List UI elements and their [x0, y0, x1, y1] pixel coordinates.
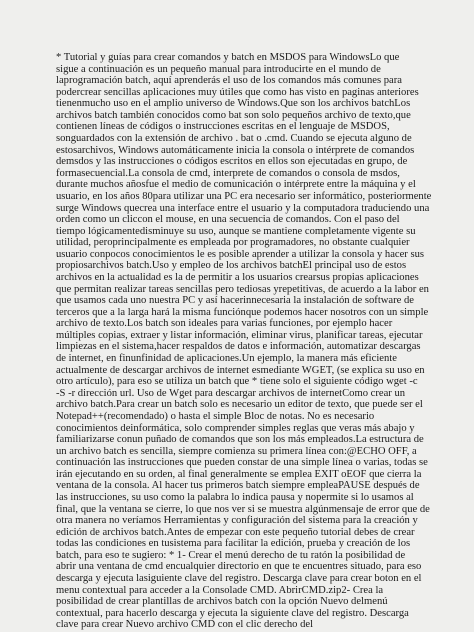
text-line: podercrear sencillas aplicaciones muy útiles que como has visto en paginas anteriores — [56, 86, 419, 98]
text-line: posibilidad de crear plantillas de archivos batch con la opción Nuevo delmenú — [56, 596, 388, 608]
text-line: familiarizarse conun puñado de comandos que son los más empleados.La estructura de — [56, 434, 424, 446]
text-line: laprogramación batch, aquí aprenderás el uso de los comandos más comunes para — [56, 75, 402, 87]
text-line: irán ejecutando en su orden, al final generalmente se emplea EXIT oEOF que cierra la — [56, 468, 422, 480]
text-line: Notepad++(recomendado) o hasta el simple Bloc de notas. No es necesario — [56, 410, 375, 422]
text-line: formasecuencial.La consola de cmd, interprete de comandos o consola de msdos, — [56, 167, 400, 179]
text-line: archivos batch también conocidos como bat son solo pequeños archivo de texto,que — [56, 109, 411, 121]
text-line: tienenmucho uso en el amplio universo de Windows.Que son los archivos batchLos — [56, 98, 411, 110]
text-line: todas las condiciones en tusistema para facilitar la edición, prueba y creación de los — [56, 538, 411, 550]
text-line: que usamos cada uno nuestra PC y así hacerinnecesaria la instalación de software de — [56, 295, 414, 307]
text-line: -S -r dirección url. Uso de Wget para descargar archivos de internetComo crear un — [56, 387, 406, 399]
text-line: durante muchos añosfue el medio de comunicación o intérprete entre la máquina y el — [56, 179, 416, 191]
text-line: menu contextual para acceder a la Consolade CMD. AbrirCMD.zip2- Crea la — [56, 584, 384, 596]
text-line: múltiples copias, extraer y listar información, eliminar virus, planificar tareas, ejecutar — [56, 329, 423, 341]
text-line: * Tutorial y guías para crear comandos y batch en MSDOS para WindowsLo que — [56, 52, 400, 63]
text-line: final, que la ventana se cierre, lo que nos ver si se muestra algúnmensaje de error que de — [56, 503, 430, 515]
document-body-text — [56, 52, 448, 631]
text-line: terceros que a la larga hará la misma funciónque podemos hacer nosotros con un simple — [56, 306, 429, 318]
text-line: surge Windows quecrea una interface entre el usuario y la computadora traduciendo una — [56, 202, 430, 214]
text-line: usuario conpocos conocimientos le es posible aprender a utilizar la consola y hacer sus — [56, 248, 425, 260]
text-line: contienen líneas de códigos o instrucciones escritas en el lenguaje de MSDOS, — [56, 121, 390, 133]
text-line: que permitan realizar tareas sencillas pero tediosas yrepetitivas, de acuerdo a la labor en — [56, 283, 429, 295]
text-line: archivos en la actualidad es la de permitir a los usuarios crearsus propias aplicaciones — [56, 271, 419, 283]
text-line: edición de archivos batch.Antes de empezar con este pequeño tutorial debes de crear — [56, 526, 415, 538]
text-line: de internet, en finunfinidad de aplicaciones.Un ejemplo, la manera más eficiente — [56, 353, 397, 365]
text-line: propiosarchivos batch.Uso y empleo de los archivos batchEl principal uso de estos — [56, 260, 407, 272]
text-line: otro artículo), para eso se utiliza un batch que * tiene solo el siguiente código wget -c — [56, 376, 418, 388]
text-line: actualmente de descargar archivos de internet esmediante WGET, (se explica su uso en — [56, 364, 425, 376]
text-line: continuación las instrucciones que pueden constar de una simple línea o varias, todas se — [56, 457, 428, 469]
text-line: utilidad, peroprincipalmente es empleada por programadores, no obstante cualquier — [56, 237, 410, 249]
text-line: estosarchivos, Windows automáticamente inicia la consola o intérprete de comandos — [56, 144, 415, 156]
text-line: orden como un cliccon el mouse, en una secuencia de comandos. Con el paso del — [56, 214, 400, 226]
text-line: batch, para eso te sugiero: * 1- Crear el menú derecho de tu ratón la posibilidad de — [56, 549, 406, 561]
text-line: otra manera no veríamos Herramientas y configuración del sistema para la creación y — [56, 515, 418, 527]
text-line: usuario, en los años 80para utilizar una PC era necesario ser informático, posteriormente — [56, 190, 432, 202]
text-line: descarga y ejecuta lasiguiente clave del registro. Descarga clave para crear boton en el — [56, 573, 422, 585]
text-line: archivo batch.Para crear un batch solo es necesario un editor de texto, que puede ser el — [56, 399, 423, 411]
text-line: las instrucciones, su uso como la palabra lo indica pausa y nopermite si lo usamos al — [56, 491, 414, 503]
text-line: conocimientos deinformática, solo comprender simples reglas que veras más abajo y — [56, 422, 415, 434]
text-line: clave para crear Nuevo archivo CMD con el clic derecho del — [56, 619, 314, 631]
text-line: un archivo batch es sencilla, siempre comienza su primera línea con:@ECHO OFF, a — [56, 445, 417, 457]
text-line: sigue a continuación es un pequeño manual para introducirte en el mundo de — [56, 63, 381, 75]
text-line: songuardados con la extensión de archivo . bat o .cmd. Cuando se ejecuta alguno de — [56, 133, 412, 145]
text-line: demsdos y las instrucciones o códigos escritos en ellos son ejecutadas en grupo, de — [56, 156, 408, 168]
text-line: limpiezas en el sistema,hacer respaldos de datos e información, automatizar descargas — [56, 341, 421, 353]
text-line: abrir una ventana de cmd encualquier directorio en que te encuentres situado, para eso — [56, 561, 422, 573]
text-line: archivo de texto.Los batch son ideales para varias funciones, por ejemplo hacer — [56, 318, 393, 330]
text-line: tiempo lógicamentedisminuye su uso, aunque se mantiene completamente vigente su — [56, 225, 416, 237]
text-line: ventana de la consola. Al hacer tus primeros batch siempre empleaPAUSE después de — [56, 480, 420, 492]
text-line: contextual, para hacerlo descarga y ejecuta la siguiente clave del registro. Descarga — [56, 607, 409, 619]
